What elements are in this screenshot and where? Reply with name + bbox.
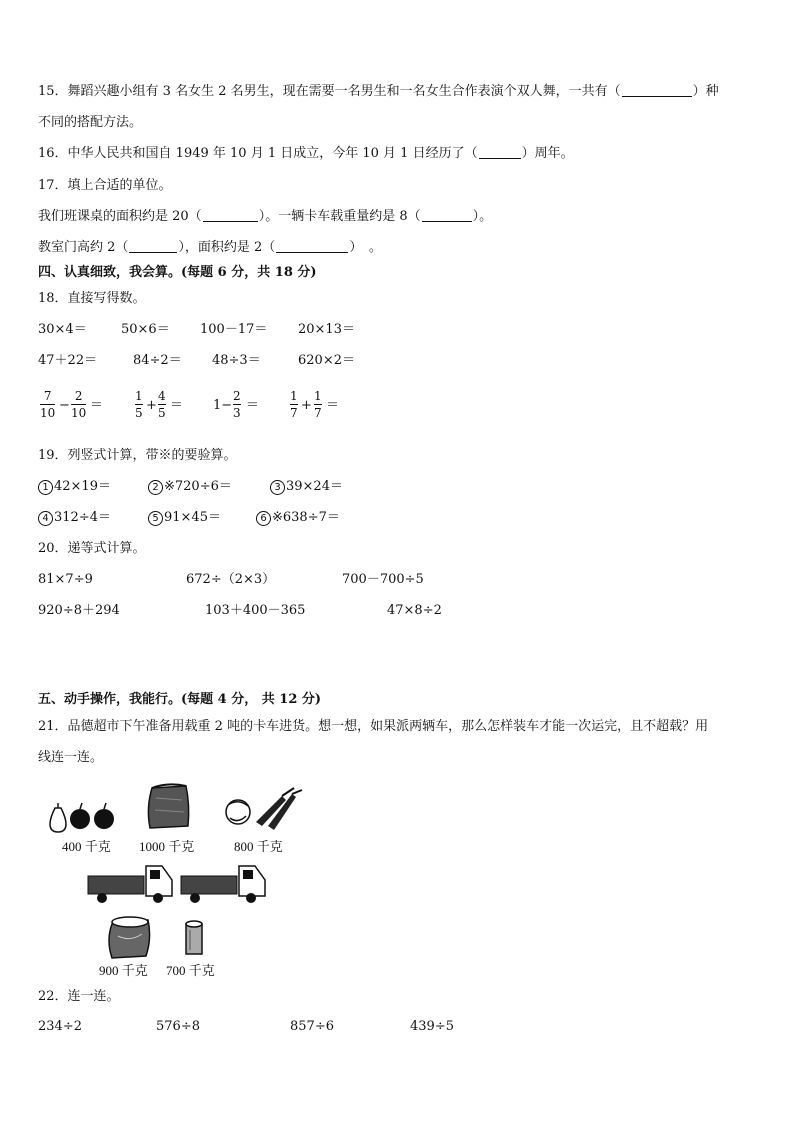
q18-item: 50×6＝ [121,322,170,337]
q19-item: 1 42×19＝ [38,478,111,496]
q18-item: 48÷3＝ [212,353,261,368]
q18-item: 30×4＝ [38,322,87,337]
truck-icon [88,866,172,903]
q20-item: 81×7÷9 [38,572,93,587]
q22-item: 857÷6 [290,1019,334,1034]
q17-title: 17．填上合适的单位。 [38,178,172,193]
q22-item: 234÷2 [38,1019,82,1034]
q18-title: 18．直接写得数。 [38,291,146,306]
q18-item: 20×13＝ [298,322,355,337]
weight-label: 400 千克 [62,839,111,854]
q19-title: 19．列竖式计算，带※的要验算。 [38,448,237,463]
q21-line1: 21．品德超市下午准备用载重 2 吨的卡车进货。想一想，如果派两辆车，那么怎样装车才能一次运完，且不超载？用 [38,719,709,734]
q20-item: 700－700÷5 [342,572,424,587]
q22-item: 576÷8 [156,1019,200,1034]
q15-line1: 15．舞蹈兴趣小组有 3 名女生 2 名男生，现在需要一名男生和一名女生合作表演个双人舞，一共有（ ）种 [38,84,719,99]
q19-item: 2 ※720÷6＝ [148,478,232,496]
q18-item: 47＋22＝ [38,353,98,368]
weight-label: 1000 千克 [139,839,195,854]
section-4-heading: 四、认真细致，我会算。(每题 6 分，共 18 分) [38,265,317,280]
q18-item: 84÷2＝ [133,353,182,368]
q20-item: 47×8÷2 [387,603,442,618]
q15-line2: 不同的搭配方法。 [38,115,143,130]
q22-item: 439÷5 [410,1019,454,1034]
q20-item: 672÷（2×3） [186,572,276,587]
weight-label: 900 千克 [99,963,148,978]
q19-item: 4 312÷4＝ [38,509,111,527]
section-5-heading: 五、动手操作，我能行。(每题 4 分， 共 12 分) [38,692,322,707]
q21-line2: 线连一连。 [38,750,104,765]
q18-item: 620×2＝ [298,353,355,368]
grain-sack-icon [109,917,150,958]
q22-title: 22．连一连。 [38,989,120,1004]
q19-item: 3 39×24＝ [270,478,343,496]
vegetables-icon [226,788,302,830]
fruit-icon [50,803,114,832]
q16: 16．中华人民共和国自 1949 年 10 月 1 日成立，今年 10 月 1 日经历了（ ）周年。 [38,146,574,161]
q17-line1: 我们班课桌的面积约是 20（ ）。一辆卡车载重量约是 8（ ）。 [38,209,493,224]
q20-title: 20．递等式计算。 [38,541,146,556]
q18-item: 100－17＝ [200,322,268,337]
q17-line2: 教室门高约 2（ ），面积约是 2（ ） 。 [38,240,382,255]
q20-item: 103＋400－365 [205,603,306,618]
q19-item: 5 91×45＝ [148,509,221,527]
q20-item: 920÷8＋294 [38,603,120,618]
weight-label: 800 千克 [234,839,283,854]
sack-icon [148,784,188,828]
weight-label: 700 千克 [166,963,215,978]
truck-icon [181,866,265,903]
q19-item: 6 ※638÷7＝ [256,509,340,527]
can-icon [186,921,202,954]
